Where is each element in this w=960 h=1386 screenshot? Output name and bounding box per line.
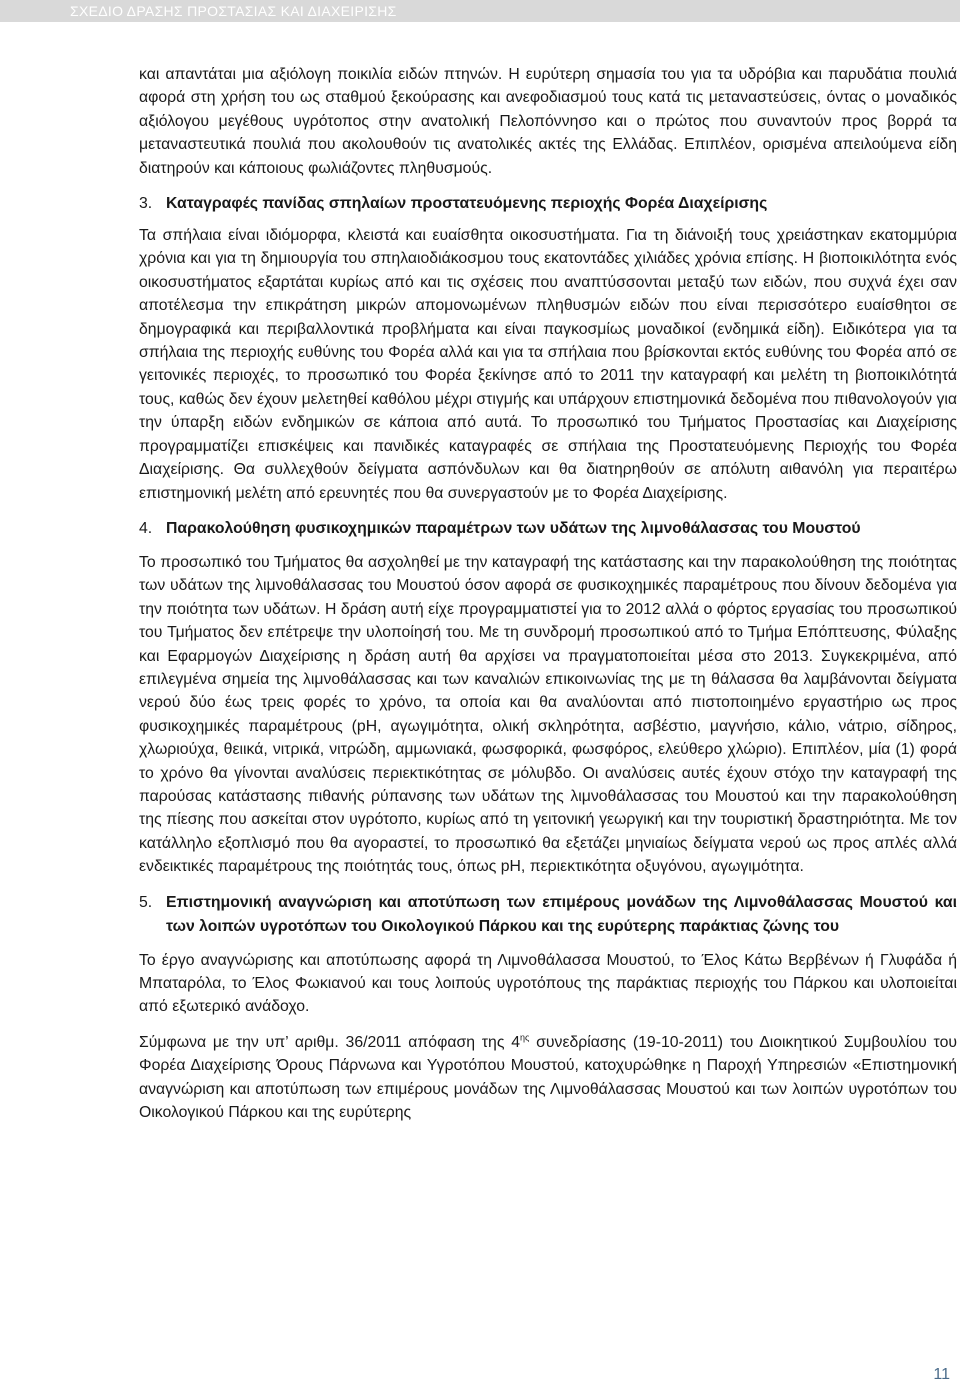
section-5-paragraph-1: Το έργο αναγνώρισης και αποτύπωσης αφορά τη Λιμνοθάλασσα Μουστού, το Έλος Κάτω Βερβένων ή Γλυφάδα ή Μπαταρόλα, το Έλος Φωκιανού και τους λοιπούς υγροτόπους της παράκτιας περιοχής του Πάρκου και υλοποιείται από εξωτερικό ανάδοχο. (139, 951, 957, 1016)
section-3-number: 3. (139, 195, 153, 213)
section-3-paragraph: Τα σπήλαια είναι ιδιόμορφα, κλειστά και ευαίσθητα οικοσυστήματα. Για τη διάνοιξή τους χρειάστηκαν εκατομμύρια χρόνια και για τη δημιουργία του σπηλαιοδιάκοσμου τους εκατοντάδες χιλιάδες χρόνια επίσης. Η βιοποικιλότητα ενός οικοσυστήματος εξαρτάται κυρίως από και τις σχέσεις που αναπτύσσονται μεταξύ των ειδών, που συχνά έχει σαν αποτέλεσμα την επικράτηση μικρών απομονωμένων πληθυσμών ειδών που είναι περισσότερο ευαίσθητοι σε δημογραφικά και περιβαλλοντικά προβλήματα και είναι παγκοσμίως μοναδικοί (ενδημικά είδη). Ειδικότερα για τα σπήλαια της περιοχής ευθύνης του Φορέα αλλά και για τα σπήλαια που βρίσκονται εκτός ευθύνης του Φορέα από σε γειτονικές περιοχές, το προσωπικό του Φορέα ξεκίνησε από το 2011 την καταγραφή και μελέτη τη βιοποικιλότητά τους, καθώς δεν έχουν μελετηθεί καθόλου μέχρι στιγμής και υπάρχουν επιστημονικά δεδομένα που πιθανολογούν για την ύπαρξη ειδών ενδημικών σε κάποια από αυτά. Το προσωπικό του Τμήματος Προστασίας και Διαχείρισης προγραμματίζει επισκέψεις και πανιδικές καταγραφές σε σπήλαια της Προστατευόμενης Περιοχής του Φορέα Διαχείρισης. Θα συλλεχθούν δείγματα ασπόνδυλων και θα διατηρηθούν σε απόλυτη αιθανόλη για περαιτέρω επιστημονική μελέτη από ερευνητές που θα συνεργαστούν με το Φορέα Διαχείρισης. (139, 227, 957, 502)
running-header-title: ΣΧΕΔΙΟ ΔΡΑΣΗΣ ΠΡΟΣΤΑΣΙΑΣ ΚΑΙ ΔΙΑΧΕΙΡΙΣΗΣ (70, 3, 397, 19)
page-number: 11 (933, 1366, 950, 1383)
running-header-band (0, 0, 960, 22)
section-4-heading (139, 517, 957, 541)
document-body (139, 63, 957, 1124)
section-3-title: Καταγραφές πανίδας σπηλαίων προστατευόμενης περιοχής Φορέα Διαχείρισης (166, 195, 768, 213)
section-4-number: 4. (139, 519, 153, 537)
section-5-title: Επιστημονική αναγνώριση και αποτύπωση των επιμέρους μονάδων της Λιμνοθάλασσας Μουστού και των λοιπών υγροτόπων του Οικολογικού Πάρκου και της ευρύτερης παράκτιας ζώνης του (166, 893, 957, 935)
section-5-paragraph-2-start: Σύμφωνα με την υπ’ αριθμ. 36/2011 απόφαση της 4 (139, 1033, 521, 1051)
section-5-number: 5. (139, 893, 153, 911)
section-4-paragraph: Το προσωπικό του Τμήματος θα ασχοληθεί με την καταγραφή της κατάστασης και την παρακολούθηση της ποιότητας των υδάτων της λιμνοθάλασσας του Μουστού όσον αφορά σε φυσικοχημικές παραμέτρους που δίνουν δεδομένα για την ποιότητα των υδάτων. Η δράση αυτή είχε προγραμματιστεί για το 2012 αλλά ο φόρτος εργασίας του προσωπικού του Τμήματος δεν επέτρεψε την υλοποίησή του. Με τη συνδρομή προσωπικού από το Τμήμα Επόπτευσης, Φύλαξης και Εφαρμογών Διαχείρισης η δράση αυτή θα αρχίσει να πραγματοποιείται μέσα στο 2013. Συγκεκριμένα, από επιλεγμένα σημεία της λιμνοθάλασσας και των καναλιών επικοινωνίας της με τη θάλασσα θα λαμβάνονται δείγματα νερού δύο έως τρεις φορές το χρόνο, τα οποία και θα αναλύονται από πιστοποιημένο εργαστήριο ως προς φυσικοχημικές παραμέτρους (pH, αγωγιμότητα, ολική σκληρότητα, ασβέστιο, μαγνήσιο, κάλιο, νάτριο, σίδηρος, χλωριούχα, θειικά, νιτρικά, νιτρώδη, αμμωνιακά, φωσφορικά, φωσφόρος, ελεύθερο χλώριο). Επιπλέον, μία (1) φορά το χρόνο θα γίνονται αναλύσεις περιεκτικότητας σε μόλυβδο. Οι αναλύσεις αυτές έχουν στόχο την καταγραφή της παρούσας κατάστασης πιθανής ρύπανσης των υδάτων της λιμνοθάλασσας του Μουστού και την παρακολούθηση της πίεσης που ασκείται στον υγρότοπο, κυρίως από τη γειτονική γεωργική και την τουριστική δραστηριότητα. Με τον κατάλληλο εξοπλισμό που θα αγοραστεί, το προσωπικό θα εξετάζει μηνιαίως δείγματα νερού ως προς απλές αλλά ενδεικτικές παραμέτρους της ποιότητάς τους, όπως pH, περιεκτικότητα οξυγόνου, αγωγιμότητα. (139, 553, 957, 876)
ordinal-superscript: ης (520, 1032, 530, 1043)
section-4-title: Παρακολούθηση φυσικοχημικών παραμέτρων των υδάτων της λιμνοθάλασσας του Μουστού (166, 519, 861, 537)
intro-paragraph: και απαντάται μια αξιόλογη ποικιλία ειδών πτηνών. Η ευρύτερη σημασία του για τα υδρόβια και παρυδάτια πουλιά αφορά στη χρήση του ως σταθμού ξεκούρασης και ανεφοδιασμού τους κατά τις μεταναστεύσεις, όντας ο μοναδικός αξιόλογου μεγέθους υγρότοπος στην ανατολική Πελοπόννησο και ο πρώτος που συναντούν προς βορρά τα μεταναστευτικά πουλιά που ακολουθούν τις ανατολικές ακτές της Ελλάδας. Επιπλέον, ορισμένα απειλούμενα είδη διατηρούν και κάποιους φωλιάζοντες πληθυσμούς. (139, 66, 957, 177)
section-5-paragraph-2 (139, 1031, 957, 1125)
section-5-paragraph-2-end: συνεδρίασης (19-10-2011) του Διοικητικού Συμβουλίου του Φορέα Διαχείρισης Όρους Πάρνωνα και Υγροτόπου Μουστού, κατοχυρώθηκε η Παροχή Υπηρεσιών «Επιστημονική αναγνώριση και αποτύπωση των επιμέρους μονάδων της Λιμνοθάλασσας Μουστού και των λοιπών υγροτόπων του Οικολογικού Πάρκου και της ευρύτερης (139, 1033, 957, 1122)
section-3-heading (139, 192, 957, 216)
section-5-heading (139, 891, 957, 939)
